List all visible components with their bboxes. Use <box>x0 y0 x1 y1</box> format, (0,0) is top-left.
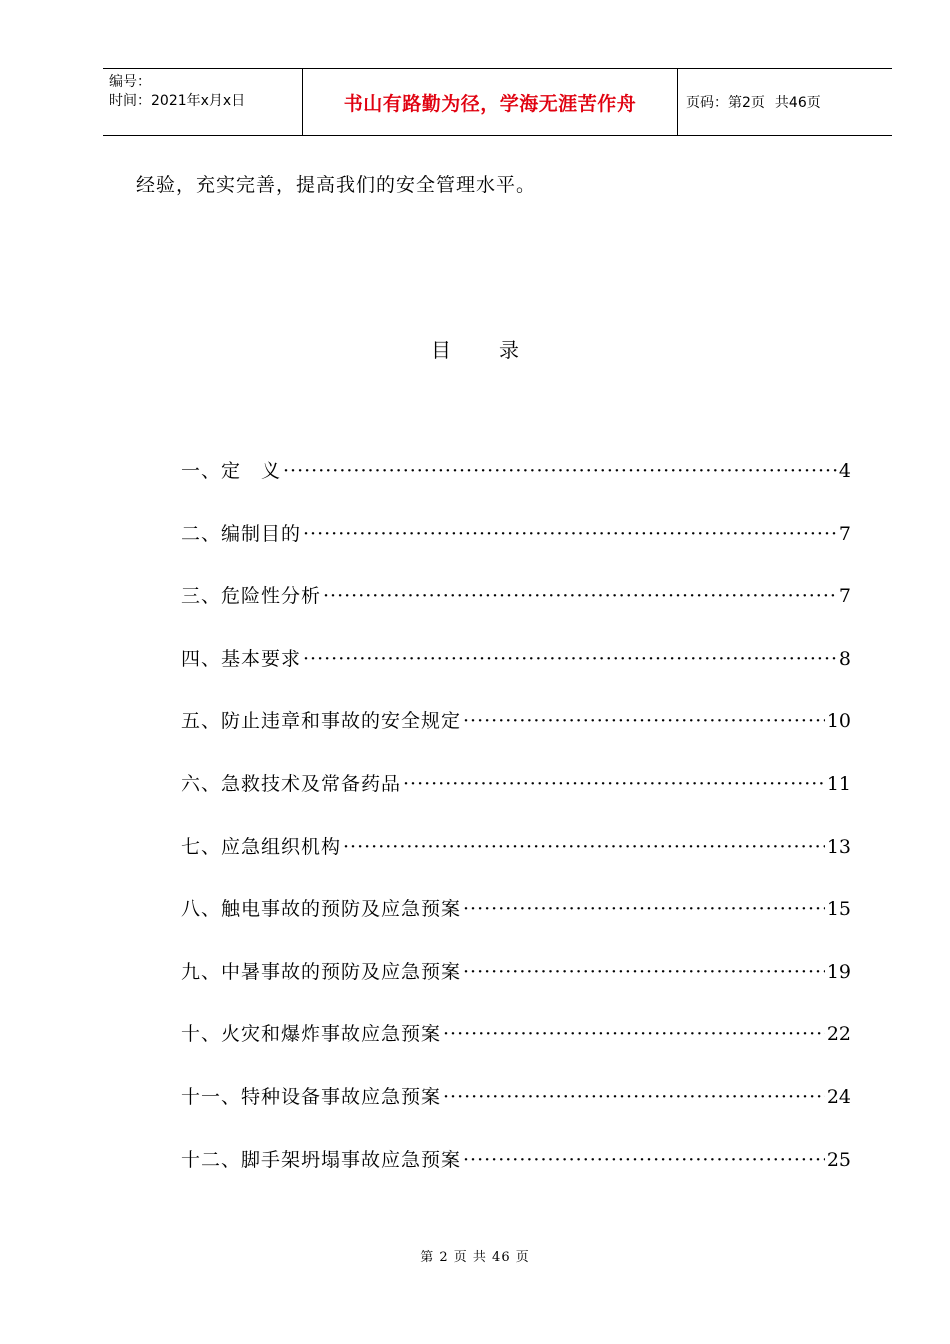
toc-leader-dots <box>303 648 837 670</box>
toc-entry[interactable] <box>181 1019 851 1082</box>
header-page-total: 共46页 <box>774 95 821 111</box>
toc-leader-dots <box>463 710 825 732</box>
toc-entry-page: 4 <box>838 460 851 482</box>
toc-entry-label: 五、防止违章和事故的安全规定 <box>181 710 462 733</box>
toc-entry[interactable] <box>181 644 851 707</box>
toc-entry-page: 8 <box>838 647 851 670</box>
toc-entry-label: 十、火灾和爆炸事故应急预案 <box>181 1023 442 1046</box>
toc-entry-label: 九、中暑事故的预防及应急预案 <box>181 960 462 983</box>
toc-entry-page: 19 <box>826 960 851 983</box>
toc-entry-page: 13 <box>826 835 851 858</box>
toc-leader-dots <box>343 836 825 858</box>
toc-entry-label: 三、危险性分析 <box>181 585 322 608</box>
toc-entry[interactable] <box>181 832 851 895</box>
document-header <box>103 68 892 136</box>
toc-entry-label: 八、触电事故的预防及应急预案 <box>181 898 462 921</box>
toc-entry-page: 25 <box>826 1148 851 1171</box>
carry-over-paragraph: 经验，充实完善，提高我们的安全管理水平。 <box>136 174 537 196</box>
toc-title <box>0 334 950 363</box>
toc-entry-page: 22 <box>826 1023 851 1046</box>
toc-entry-page: 7 <box>838 522 851 545</box>
toc-entry-label: 六、急救技术及常备药品 <box>181 772 402 795</box>
toc-entry-page: 24 <box>826 1085 851 1108</box>
toc-entry-page: 7 <box>838 585 851 608</box>
toc-leader-dots <box>463 961 825 983</box>
toc-entry[interactable] <box>181 894 851 957</box>
toc-entry[interactable] <box>181 519 851 582</box>
toc-entry[interactable] <box>181 581 851 644</box>
document-date: 时间：2021年x月x日 <box>109 93 246 109</box>
toc-entry[interactable] <box>181 1082 851 1145</box>
toc-entry[interactable] <box>181 456 851 519</box>
header-motto: 书山有路勤为径，学海无涯苦作舟 <box>303 69 678 135</box>
toc-leader-dots <box>403 773 825 795</box>
toc-entry-label: 十一、特种设备事故应急预案 <box>181 1085 442 1108</box>
toc-entry-page: 10 <box>826 710 851 733</box>
toc-entry[interactable] <box>181 769 851 832</box>
document-number-label: 编号： <box>109 74 151 90</box>
toc-entry-label: 四、基本要求 <box>181 647 302 670</box>
table-of-contents <box>181 456 851 1207</box>
toc-entry-label: 二、编制目的 <box>181 522 302 545</box>
toc-leader-dots <box>443 1086 825 1108</box>
toc-leader-dots <box>283 460 837 482</box>
toc-entry-page: 15 <box>826 898 851 921</box>
toc-entry[interactable] <box>181 706 851 769</box>
toc-leader-dots <box>463 898 825 920</box>
page-footer: 第 2 页 共 46 页 <box>420 1250 530 1265</box>
toc-entry[interactable] <box>181 1145 851 1208</box>
header-page-current: 页码：第2页 <box>686 95 765 111</box>
toc-entry-label: 七、应急组织机构 <box>181 835 342 858</box>
toc-entry-label: 十二、脚手架坍塌事故应急预案 <box>181 1148 462 1171</box>
toc-leader-dots <box>303 523 837 545</box>
toc-leader-dots <box>443 1023 825 1045</box>
toc-entry-page: 11 <box>826 772 851 795</box>
toc-leader-dots <box>323 585 837 607</box>
header-meta <box>103 69 303 135</box>
toc-leader-dots <box>463 1149 825 1171</box>
toc-title-left: 目 <box>431 338 451 362</box>
toc-entry[interactable] <box>181 957 851 1020</box>
header-page-info <box>678 69 892 135</box>
toc-entry-label: 一、定 义 <box>181 460 282 482</box>
toc-title-right: 录 <box>499 338 519 362</box>
